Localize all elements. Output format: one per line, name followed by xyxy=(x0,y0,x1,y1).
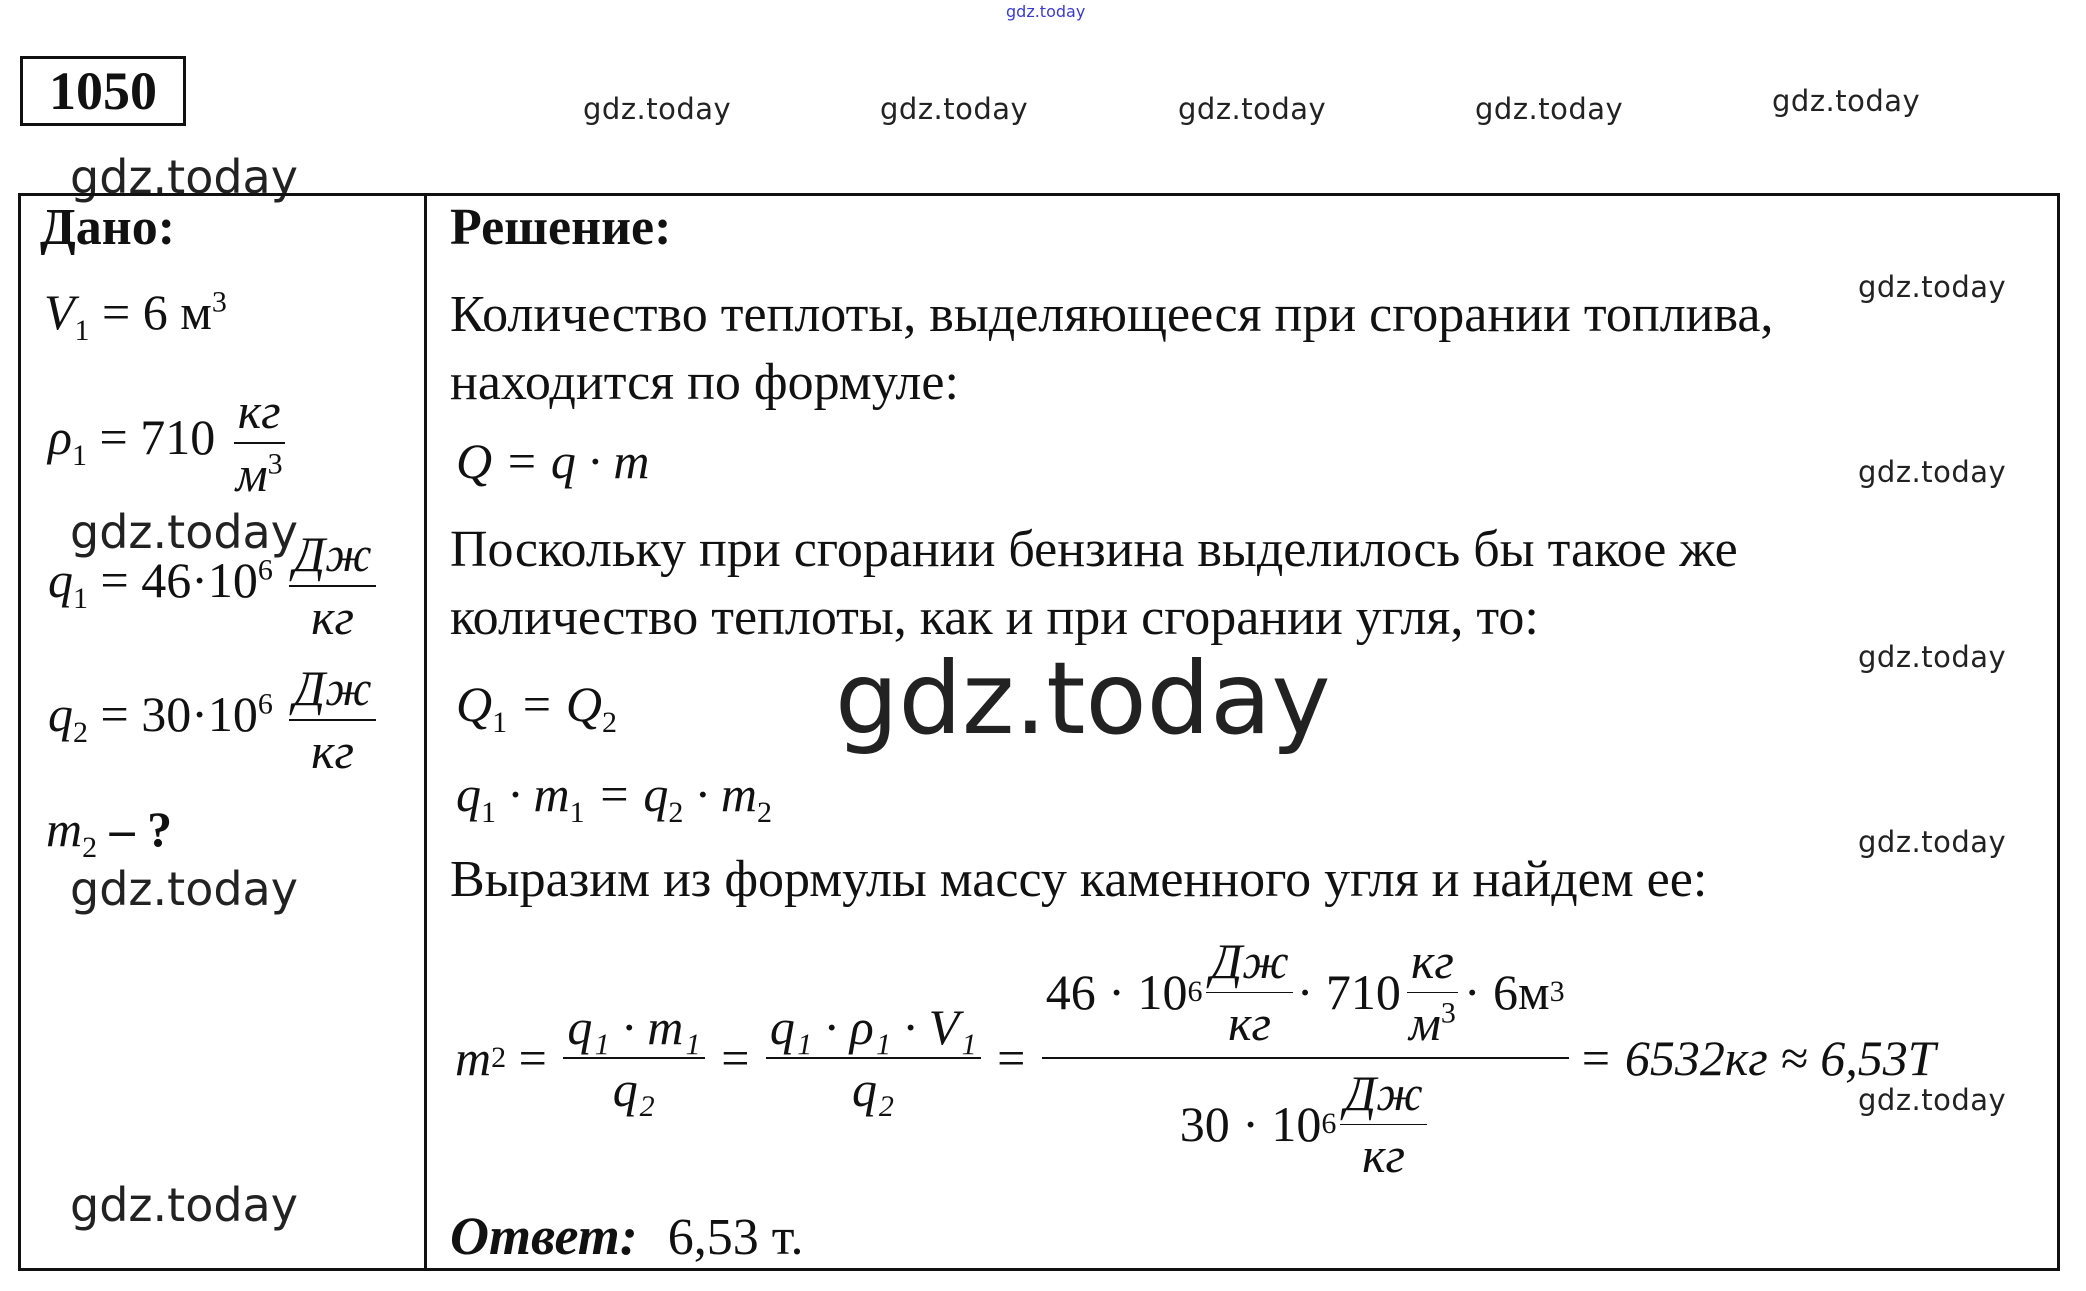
problem-number: 1050 xyxy=(20,56,186,126)
watermark: gdz.today xyxy=(583,92,732,126)
formula-q-qm: Q = q · m xyxy=(456,433,650,489)
watermark: gdz.today xyxy=(1772,84,1921,118)
given-v1: $V_1 = 6$ $м^3$ xyxy=(44,284,227,347)
watermark: gdz.today xyxy=(1858,640,2007,674)
watermark: gdz.today xyxy=(1858,455,2007,489)
big-fraction: 46 · 10 6 $\frac{Дж}{кг}$ · 710 $\frac{кг}{м^3}$ · 6м 3 30 · 10 6 $\frac{Дж}{кг}$ xyxy=(1042,935,1569,1181)
watermark: gdz.today xyxy=(1178,92,1327,126)
formula-q1-q2: $Q_1 = Q_2$ xyxy=(456,676,617,739)
column-divider xyxy=(424,193,427,1271)
watermark: gdz.today xyxy=(70,1178,298,1232)
answer-label: Ответ: xyxy=(450,1206,638,1266)
watermark: gdz.today xyxy=(880,92,1029,126)
watermark: gdz.today xyxy=(1858,270,2007,304)
watermark: gdz.today xyxy=(70,862,298,916)
watermark-top: gdz.today xyxy=(1006,2,1086,21)
watermark: gdz.today xyxy=(1858,825,2007,859)
solution-text-1b: находится по формуле: xyxy=(450,354,959,411)
watermark: gdz.today xyxy=(70,150,298,204)
watermark: gdz.today xyxy=(1475,92,1624,126)
formula-balance: $q_1 \cdot m_1 = q_2 \cdot m_2$ xyxy=(456,766,772,829)
solution-text-2b: количество теплоты, как и при сгорании угля, то: xyxy=(450,589,1539,646)
given-q1: $q_1 = 46\cdot 10^6$ $\frac{Дж}{кг}$ xyxy=(48,528,380,643)
given-q2: $q_2 = 30\cdot 10^6$ $\frac{Дж}{кг}$ xyxy=(48,662,380,777)
answer-line xyxy=(450,1205,804,1267)
watermark: gdz.today xyxy=(1858,1083,2007,1117)
given-title: Дано: xyxy=(40,199,176,256)
solution-title: Решение: xyxy=(450,199,672,256)
watermark: gdz.today xyxy=(70,505,298,559)
watermark-large: gdz.today xyxy=(835,640,1331,757)
answer-value: 6,53 т. xyxy=(667,1209,804,1266)
given-find: $m_2$ – ? xyxy=(46,801,173,864)
solution-text-2a: Поскольку при сгорании бензина выделилось бы такое же xyxy=(450,521,1738,578)
formula-final: m 2 = $\frac{\text{q₁ · m₁}}{\text{q₂}}$ = $\frac{\text{q₁ · ρ₁ · V₁}}{\text{q₂}}$ = 46 · 10 6 $\frac{Дж}{кг}$ · 710 $\frac{кг}{м^3}$ · 6м 3 30 · 10 6 $\frac{Дж}{кг}$ = 6532кг ≈ 6,53Т xyxy=(455,933,1936,1183)
solution-text-1a: Количество теплоты, выделяющееся при сгорании топлива, xyxy=(450,286,1774,343)
given-rho1: $\rho_1 = 710$ $\frac{кг}{м^3}$ xyxy=(48,383,283,502)
solution-text-3: Выразим из формулы массу каменного угля и найдем ее: xyxy=(450,851,1708,908)
